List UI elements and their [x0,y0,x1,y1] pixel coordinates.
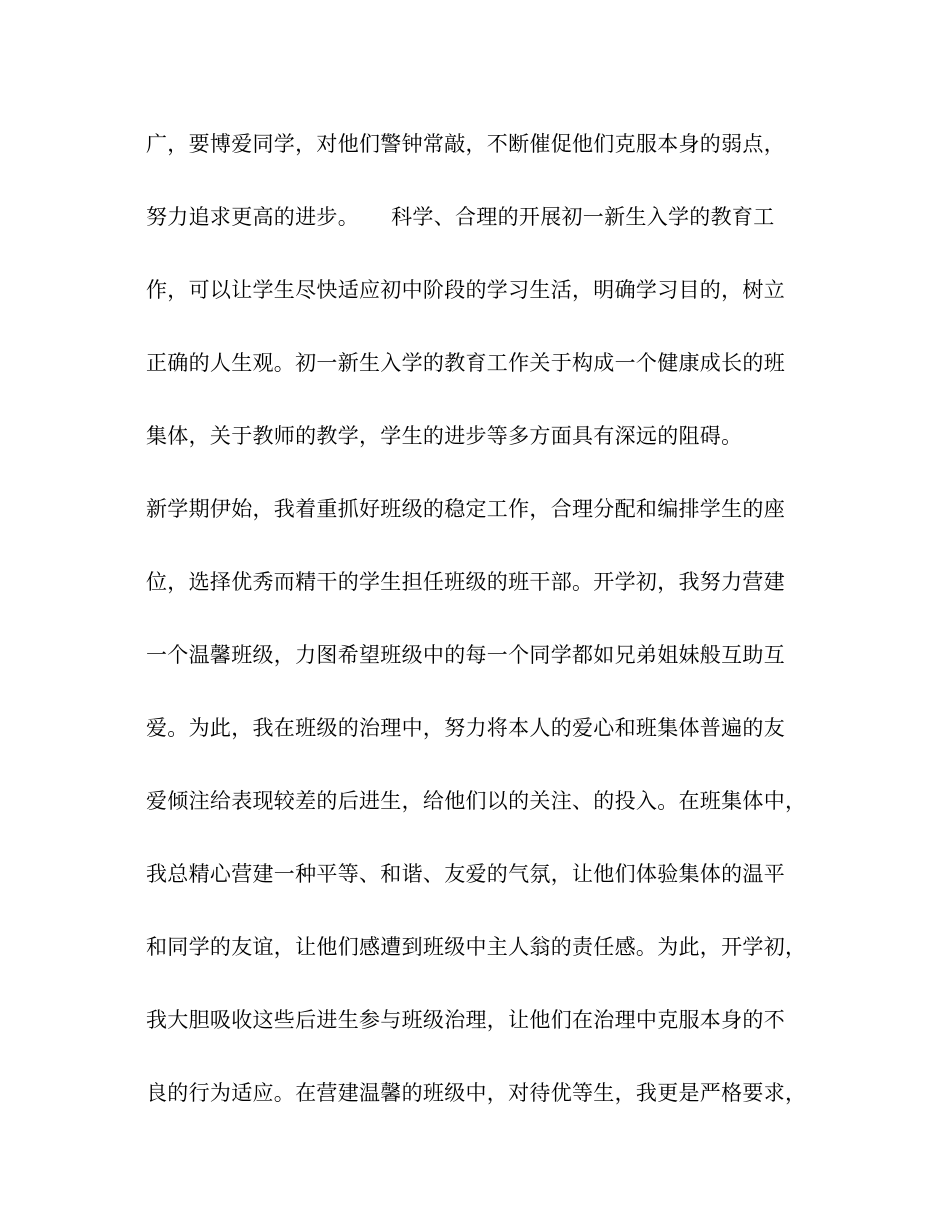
text-line: 努力追求更高的进步。 科学、合理的开展初一新生入学的教育工 [146,205,775,229]
text-line: 我总精心营建一种平等、和谐、友爱的气氛，让他们体验集体的温平 [146,862,785,886]
text-line: 广，要博爱同学，对他们警钟常敲，不断催促他们克服本身的弱点， [146,132,785,156]
text-line: 一个温馨班级，力图希望班级中的每一个同学都如兄弟姐妹般互助互 [146,643,785,667]
text-line: 集体，关于教师的教学，学生的进步等多方面具有深远的阻碍。 [146,424,743,448]
text-line: 位，选择优秀而精干的学生担任班级的班干部。开学初，我努力营建 [146,570,785,594]
text-line: 作，可以让学生尽快适应初中阶段的学习生活，明确学习目的，树立 [146,278,785,302]
text-line: 爱倾注给表现较差的后进生，给他们以的关注、的投入。在班集体中， [146,789,807,813]
text-line: 新学期伊始，我着重抓好班级的稳定工作，合理分配和编排学生的座 [146,497,785,521]
text-line: 良的行为适应。在营建温馨的班级中，对待优等生，我更是严格要求， [146,1081,807,1105]
text-line: 爱。为此，我在班级的治理中，努力将本人的爱心和班集体普遍的友 [146,716,785,740]
text-line: 正确的人生观。初一新生入学的教育工作关于构成一个健康成长的班 [146,351,785,375]
text-line: 和同学的友谊，让他们感遭到班级中主人翁的责任感。为此，开学初， [146,935,807,959]
text-line: 我大胆吸收这些后进生参与班级治理，让他们在治理中克服本身的不 [146,1008,785,1032]
body-text [146,124,816,1146]
